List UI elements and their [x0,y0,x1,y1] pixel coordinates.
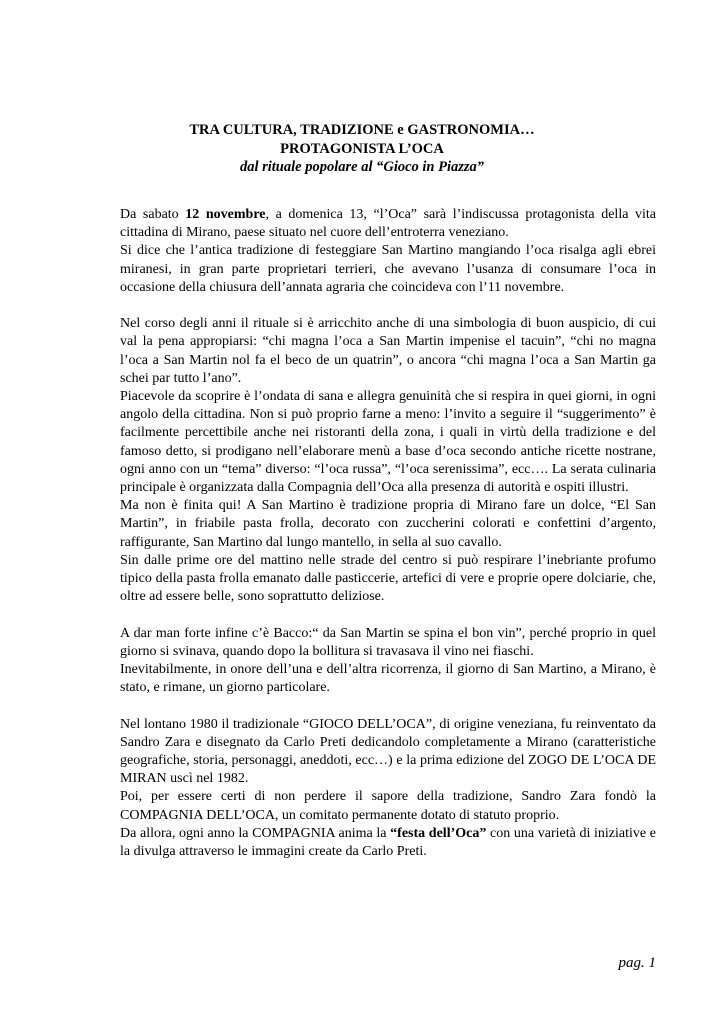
paragraph-8: Inevitabilmente, in onore dell’una e dell’altra ricorrenza, il giorno di San Martino, a Mirano, è stato, e rimane, un giorno particolare. [120,662,656,696]
paragraph-7: A dar man forte infine c’è Bacco:“ da San Martin se spina el bon vin”, perché proprio in quel giorno si svinava, quando dopo la bollitura si travasava il vino nei fiaschi. [120,625,656,659]
paragraph-9: Nel lontano 1980 il tradizionale “GIOCO DELL’OCA”, di origine veneziana, fu reinventato da Sandro Zara e disegnato da Carlo Preti dedicandolo completamente a Mirano (caratteristiche geografiche, storia, personaggi, aneddoti, ecc…) e la prima edizione del ZOGO DE L’OCA DE MIRAN uscì nel 1982. [120,716,656,787]
title-line-2: PROTAGONISTA L’OCA [280,140,444,157]
paragraph-4: Piacevole da scoprire è l’ondata di sana e allegra genuinità che si respira in quei giorni, in ogni angolo della cittadina. Non si può proprio farne a meno: l’invito a seguire il “suggerimento” è facilmente percettibile anche nei ristoranti della zona, i quali in virtù della tradizione e del famoso detto, si prodigano nell’elaborare menù a base d’oca secondo antiche ricette nostrane, ogni anno con un “tema” diverso: “l’oca russa”, “l’oca serenissima”, ecc…. La serata culinaria principale è organizzata dalla Compagnia dell’Oca alla presenza di autorità e ospiti illustri. [120,389,656,496]
paragraph-gap [120,697,656,715]
paragraph-1: Da sabato 12 novembre, a domenica 13, “l’Oca” sarà l’indiscussa protagonista della vita cittadina di Mirano, paese situato nel cuore dell’entroterra veneziano. [120,207,657,241]
paragraph-gap [120,606,656,624]
paragraph-10: Poi, per essere certi di non perdere il sapore della tradizione, Sandro Zara fondò la COMPAGNIA DELL’OCA, un comitato permanente dotato di statuto proprio. [120,789,656,823]
paragraph-2: Si dice che l’antica tradizione di festeggiare San Martino mangiando l’oca risalga agli ebrei miranesi, in gran parte proprietari terrieri, che avevano l’usanza di consumare l’oca in occasione della chiusura dell’annata agraria che coincideva con l’11 novembre. [120,243,656,295]
page-number: pag. 1 [618,955,656,971]
paragraph-3: Nel corso degli anni il rituale si è arricchito anche di una simbologia di buon auspicio, di cui val la pena appropiarsi: “chi magna l’oca a San Martin impenise el tacuin”, “chi no magna l’oca a San Martin nol fa el beco de un quatrin”, o ancora “chi magna l’oca a San Martin ga schei par tutto l’ano”. [120,316,656,386]
document-body [120,206,656,861]
paragraph-5: Ma non è finita qui! A San Martino è tradizione propria di Mirano fare un dolce, “El San Martin”, in friabile pasta frolla, decorato con zuccherini colorati e confettini d’argento, raffigurante, San Martino dal lungo mantello, in sella al suo cavallo. [120,498,656,550]
subtitle-line: dal rituale popolare al “Gioco in Piazza” [239,159,485,175]
title-line-1: TRA CULTURA, TRADIZIONE e GASTRONOMIA… [189,122,535,138]
festa-highlight: “festa dell’Oca” [390,825,487,841]
paragraph-11: Da allora, ogni anno la COMPAGNIA anima la “festa dell’Oca” con una varietà di iniziative e la divulga attraverso le immagini create da Carlo Preti. [120,825,656,860]
paragraph-6: Sin dalle prime ore del mattino nelle strade del centro si può respirare l’inebriante profumo tipico della pasta frolla emanato dalle pasticcerie, artefici di vere e proprie opere dolciarie, che, oltre ad essere belle, sono soprattutto deliziose. [120,552,656,605]
paragraph-gap [120,297,656,315]
date-highlight: 12 novembre [185,207,266,222]
document-header [0,121,724,177]
